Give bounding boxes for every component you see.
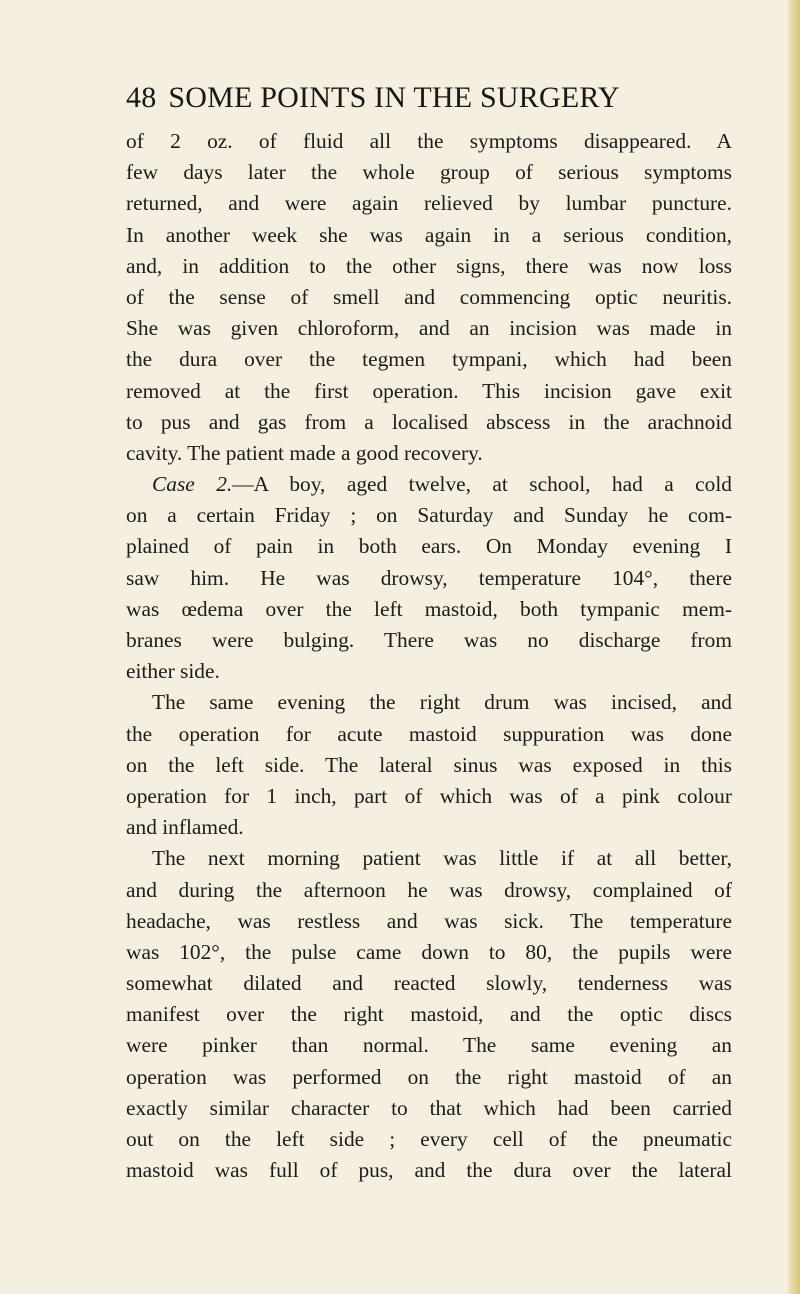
text-line: plained of pain in both ears. On Monday evening I <box>126 534 732 559</box>
page-edge <box>788 0 800 1294</box>
case-heading-line <box>126 469 732 500</box>
text-line: cavity. The patient made a good recovery. <box>126 440 483 465</box>
text-line: of 2 oz. of fluid all the symptoms disappeared. A <box>126 129 732 153</box>
text-line: and inflamed. <box>126 815 244 840</box>
text-line: of the sense of smell and commencing optic neuritis. <box>126 284 732 309</box>
text-line: and, in addition to the other signs, there was now loss <box>126 253 732 278</box>
text-line: out on the left side ; every cell of the pneumatic <box>126 1127 732 1151</box>
text-line: the dura over the tegmen tympani, which had been <box>126 347 732 372</box>
text-line: saw him. He was drowsy, temperature 104°, there <box>126 565 732 590</box>
text-line: mastoid was full of pus, and the dura over the lateral <box>126 1158 732 1183</box>
text-line-rest: —A boy, aged twelve, at school, had a cold <box>232 472 732 497</box>
text-line: headache, was restless and was sick. The temperature <box>126 908 732 933</box>
text-line: manifest over the right mastoid, and the optic discs <box>126 1002 732 1027</box>
text-line: few days later the whole group of serious symptoms <box>126 160 732 185</box>
text-line: In another week she was again in a serious condition, <box>126 222 732 247</box>
text-line: to pus and gas from a localised abscess in the arachnoid <box>126 409 732 434</box>
text-line: operation for 1 inch, part of which was of a pink colour <box>126 783 732 808</box>
text-line: removed at the first operation. This incision gave exit <box>126 378 732 403</box>
text-line: was œdema over the left mastoid, both tympanic mem- <box>126 596 732 621</box>
running-head <box>126 78 726 118</box>
page-number: 48 <box>126 81 157 114</box>
text-line: exactly similar character to that which had been carried <box>126 1095 732 1120</box>
text-line: on a certain Friday ; on Saturday and Sunday he com- <box>126 503 732 528</box>
text-line: were pinker than normal. The same evening an <box>126 1033 732 1058</box>
text-line: somewhat dilated and reacted slowly, tenderness was <box>126 971 732 996</box>
text-line: The same evening the right drum was incised, and <box>152 690 732 715</box>
text-line: either side. <box>126 659 220 684</box>
text-line: returned, and were again relieved by lumbar puncture. <box>126 191 732 216</box>
text-line: The next morning patient was little if at all better, <box>152 846 732 871</box>
case-label: Case 2. <box>152 472 233 497</box>
text-line: on the left side. The lateral sinus was exposed in this <box>126 752 732 777</box>
text-line: and during the afternoon he was drowsy, complained of <box>126 877 732 902</box>
text-line: She was given chloroform, and an incision was made in <box>126 316 732 341</box>
running-title: SOME POINTS IN THE SURGERY <box>168 81 620 114</box>
text-line: branes were bulging. There was no discharge from <box>126 628 732 652</box>
text-line: the operation for acute mastoid suppuration was done <box>126 721 732 746</box>
body-text <box>126 126 732 1186</box>
text-line: operation was performed on the right mastoid of an <box>126 1064 732 1089</box>
text-line: was 102°, the pulse came down to 80, the pupils were <box>126 939 732 964</box>
